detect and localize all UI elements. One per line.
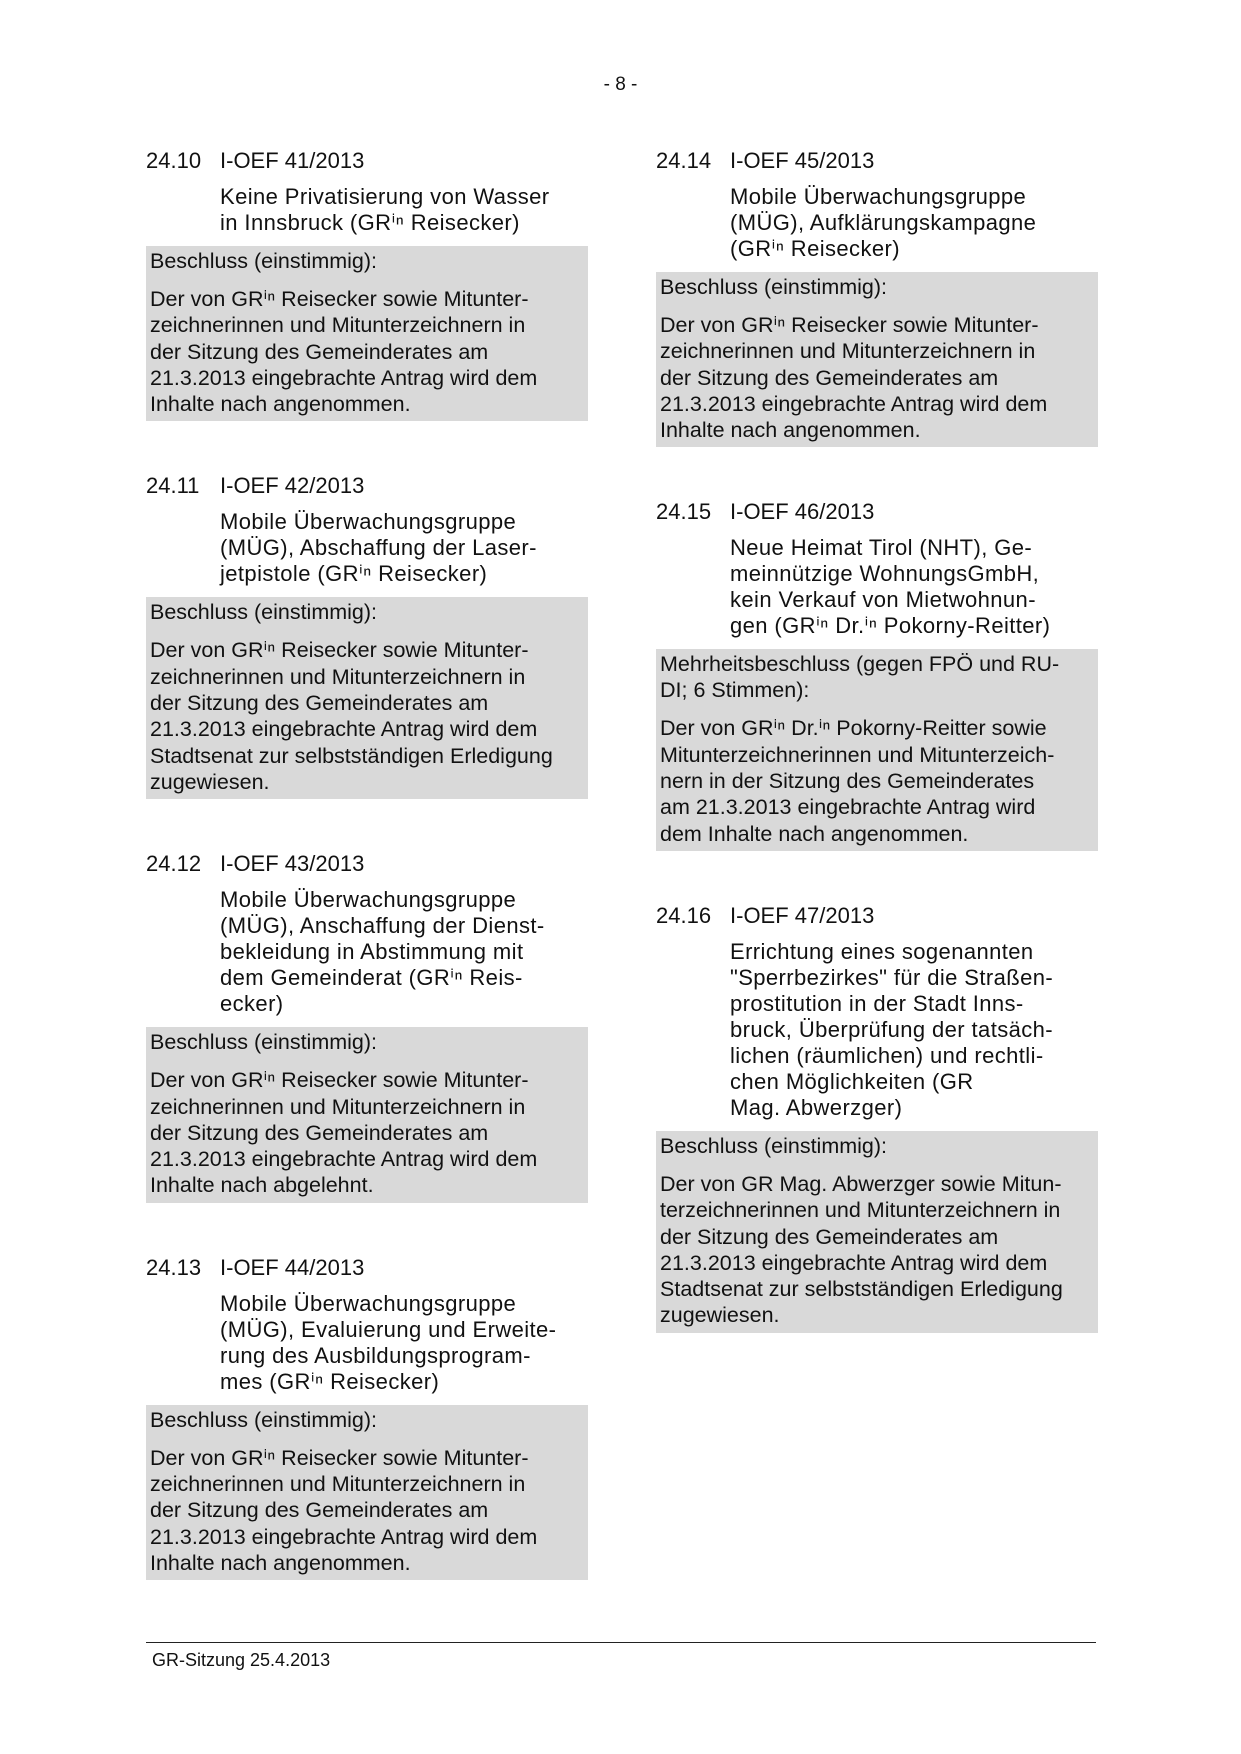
item-code: I-OEF 46/2013: [730, 499, 875, 525]
item-title: Mobile Überwachungsgruppe (MÜG), Abschaffung der Laser- jetpistole (GRⁱⁿ Reisecker): [220, 509, 537, 587]
decision-text: Der von GRⁱⁿ Reisecker sowie Mitunter- zeichnerinnen und Mitunterzeichnern in der Sitzung des Gemeinderates am 21.3.2013 eingebrachte Antrag wird dem Inhalte nach angenommen.: [150, 1445, 538, 1575]
agenda-item-24-10: [146, 148, 588, 421]
decision-text: Der von GRⁱⁿ Dr.ⁱⁿ Pokorny-Reitter sowie Mitunterzeichnerinnen und Mitunterzeich- nern in der Sitzung des Gemeinderates am 21.3.2013 eingebrachte Antrag wird dem Inhalte nach angenommen.: [660, 716, 1055, 846]
agenda-item-24-16: [656, 903, 1098, 1333]
item-number: 24.12: [146, 851, 202, 877]
decision-label: Beschluss (einstimmig):: [150, 600, 377, 625]
item-title: Errichtung eines sogenannten "Sperrbezirkes" für die Straßen- prostitution in der Stadt Inns- bruck, Überprüfung der tatsäch- lichen (räumlichen) und rechtli- chen Möglichkeiten (GR Mag. Abwerzger): [730, 938, 1054, 1120]
decision-label: Beschluss (einstimmig):: [150, 1407, 377, 1432]
item-title: Mobile Überwachungsgruppe (MÜG), Anschaffung der Dienst- bekleidung in Abstimmung mit dem Gemeinderat (GRⁱⁿ Reis- ecker): [220, 887, 545, 1017]
footer-text: GR-Sitzung 25.4.2013: [152, 1650, 331, 1670]
item-number: 24.10: [146, 148, 202, 173]
footer-divider: [146, 1642, 1096, 1643]
item-title: Mobile Überwachungsgruppe (MÜG), Evaluierung und Erweite- rung des Ausbildungsprogram- mes (GRⁱⁿ Reisecker): [220, 1290, 557, 1394]
item-heading: [146, 473, 588, 499]
decision-text: Der von GRⁱⁿ Reisecker sowie Mitunter- zeichnerinnen und Mitunterzeichnern in der Sitzung des Gemeinderates am 21.3.2013 eingebrachte Antrag wird dem Inhalte nach angenommen.: [660, 313, 1048, 443]
item-heading: [146, 851, 588, 877]
item-number: 24.15: [656, 499, 712, 525]
decision-label: Beschluss (einstimmig):: [150, 249, 377, 273]
item-heading: [146, 1255, 588, 1281]
left-column: [146, 148, 588, 1632]
agenda-item-24-11: [146, 473, 588, 799]
item-number: 24.13: [146, 1254, 202, 1280]
item-code: I-OEF 44/2013: [220, 1254, 365, 1280]
decision-box: [146, 1405, 588, 1580]
decision-label: Beschluss (einstimmig):: [660, 275, 887, 299]
decision-text: Der von GRⁱⁿ Reisecker sowie Mitunter- zeichnerinnen und Mitunterzeichnern in der Sitzung des Gemeinderates am 21.3.2013 eingebrachte Antrag wird dem Stadtsenat zur selbstständigen Erledigung zugewiesen.: [150, 638, 553, 794]
item-number: 24.16: [656, 902, 712, 928]
decision-box: [656, 272, 1098, 447]
decision-label: Mehrheitsbeschluss (gegen FPÖ und RU- DI; 6 Stimmen):: [660, 652, 1060, 703]
item-heading: [656, 499, 1098, 525]
right-column: [656, 148, 1098, 1385]
item-title: Keine Privatisierung von Wasser in Innsbruck (GRⁱⁿ Reisecker): [220, 184, 550, 235]
item-heading: [656, 148, 1098, 174]
item-number: 24.11: [146, 473, 200, 499]
decision-text: Der von GRⁱⁿ Reisecker sowie Mitunter- zeichnerinnen und Mitunterzeichnern in der Sitzung des Gemeinderates am 21.3.2013 eingebrachte Antrag wird dem Inhalte nach angenommen.: [150, 287, 538, 417]
item-code: I-OEF 43/2013: [220, 851, 365, 877]
item-number: 24.14: [656, 148, 712, 173]
decision-text: Der von GRⁱⁿ Reisecker sowie Mitunter- zeichnerinnen und Mitunterzeichnern in der Sitzung des Gemeinderates am 21.3.2013 eingebrachte Antrag wird dem Inhalte nach abgelehnt.: [150, 1068, 538, 1198]
page-number: - 8 -: [603, 74, 638, 95]
decision-box: [146, 246, 588, 421]
agenda-item-24-13: [146, 1255, 588, 1580]
item-heading: [146, 148, 588, 174]
item-title: Mobile Überwachungsgruppe (MÜG), Aufklärungskampagne (GRⁱⁿ Reisecker): [730, 184, 1037, 261]
decision-text: Der von GR Mag. Abwerzger sowie Mitun- terzeichnerinnen und Mitunterzeichnern in der Sitzung des Gemeinderates am 21.3.2013 eingebrachte Antrag wird dem Stadtsenat zur selbstständigen Erledigung zugewiesen.: [660, 1171, 1063, 1328]
item-code: I-OEF 42/2013: [220, 473, 365, 499]
decision-box: [656, 1131, 1098, 1333]
agenda-item-24-12: [146, 851, 588, 1202]
item-heading: [656, 903, 1098, 929]
decision-label: Beschluss (einstimmig):: [660, 1133, 887, 1158]
item-code: I-OEF 47/2013: [730, 902, 875, 928]
item-code: I-OEF 45/2013: [730, 148, 875, 173]
item-code: I-OEF 41/2013: [220, 148, 365, 173]
agenda-item-24-15: [656, 499, 1098, 850]
decision-label: Beschluss (einstimmig):: [150, 1030, 377, 1055]
item-title: Neue Heimat Tirol (NHT), Ge- meinnützige WohnungsGmbH, kein Verkauf von Mietwohnun- gen (GRⁱⁿ Dr.ⁱⁿ Pokorny-Reitter): [730, 535, 1051, 639]
decision-box: [146, 1027, 588, 1202]
agenda-item-24-14: [656, 148, 1098, 447]
decision-box: [656, 649, 1098, 850]
decision-box: [146, 597, 588, 799]
